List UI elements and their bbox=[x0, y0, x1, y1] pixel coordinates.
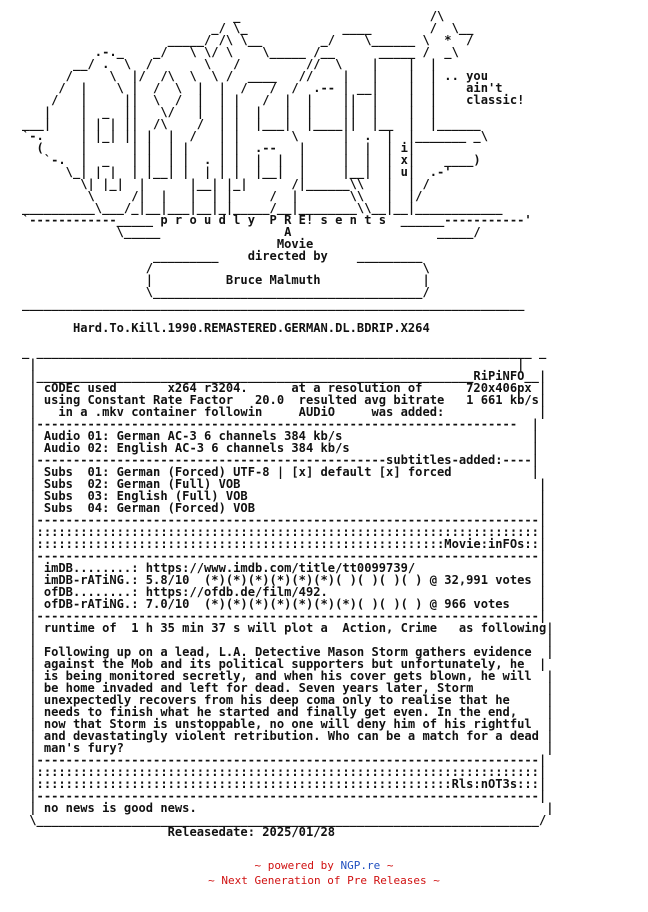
nfo-line: | | _ || \/ | | | | | | || | | | bbox=[22, 105, 438, 119]
nfo-line: | | bbox=[22, 357, 525, 371]
ngp-link[interactable]: NGP.re bbox=[340, 859, 381, 872]
nfo-line: |---------------------------------------------------------------------| bbox=[22, 789, 547, 803]
nfo-line: | now that Storm is unstoppable, no one will deny him of his rightful | bbox=[22, 717, 554, 731]
nfo-line: \| |_| | |__| |_| /|______\\ | | / bbox=[22, 177, 430, 191]
nfo-line: | against the Mob and its political supporters but unfortunately, he | bbox=[22, 657, 547, 671]
nfo-line: __________\___/_|__|___|__|_|_____/__|________\\__|__|____________ bbox=[22, 201, 503, 215]
nfo-line: | needs to finish what he started and finally get even. In the end, | bbox=[22, 705, 554, 719]
nfo-line: `-. | _ | | | | . | | | | | | | | x| ____) bbox=[22, 153, 481, 167]
nfo-line: | be home invaded and left for dead. Seven years later, Storm | bbox=[22, 681, 554, 695]
nfo-line: \_____________________________________/ bbox=[22, 285, 430, 299]
nfo-line: | is being monitored secretly, and when his cover gets blown, he will | bbox=[22, 669, 554, 683]
nfo-line: | imDB-rATiNG.: 5.8/10 (*)(*)(*)(*)(*)(*)( )( )( )( ) @ 32,991 votes | bbox=[22, 573, 547, 587]
nfo-line: |:::::::::::::::::::::::::::::::::::::::::::::::::::::::::::::::::::::| bbox=[22, 765, 547, 779]
nfo-line: | Subs 02: German (Full) VOB | bbox=[22, 477, 547, 491]
nfo-line: |____________________________________________________________RiPiNFO__| bbox=[22, 369, 547, 383]
nfo-line: | Audio 01: German AC-3 6 channels 384 kb/s | bbox=[22, 429, 539, 443]
nfo-line: | Audio 02: English AC-3 6 channels 384 kb/s | bbox=[22, 441, 539, 455]
nfo-line: _____/ /\ \__ _/ \______ \ * / bbox=[22, 33, 474, 47]
nfo-line: | unexpectedly recovers from his deep coma only to realise that he | bbox=[22, 693, 554, 707]
nfo-line: | ofDB........: https://ofdb.de/film/492. | bbox=[22, 585, 547, 599]
nfo-line: / | \ | / \ | | / / / .-- | __| | | ain't bbox=[22, 81, 503, 95]
nfo-line: |------------------------------------------------subtitles-added:----| bbox=[22, 453, 539, 467]
nfo-line: | man's fury? | bbox=[22, 741, 554, 755]
nfo-line: | Subs 01: German (Forced) UTF-8 | [x] default [x] forced | bbox=[22, 465, 539, 479]
nfo-line: |:::::::::::::::::::::::::::::::::::::::::::::::::::::::::::::::::::::| bbox=[22, 525, 547, 539]
nfo-line: |---------------------------------------------------------------------| bbox=[22, 609, 547, 623]
nfo-line: | using Constant Rate Factor 20.0 resulted avg bitrate 1 661 kb/s| bbox=[22, 393, 547, 407]
nfo-line: `-. | |_| || | | / | | \ | . | |_______ _\ bbox=[22, 129, 488, 143]
nfo-line: `------------_____ p r o u d l y P R E! s e n t s ______-----------' bbox=[22, 213, 532, 227]
nfo-line: | in a .mkv container followin AUDiO was added: | bbox=[22, 405, 547, 419]
nfo-line: |::::::::::::::::::::::::::::::::::::::::::::::::::::::::Movie:inFOs::| bbox=[22, 537, 547, 551]
nfo-line: | no news is good news. | bbox=[22, 801, 554, 815]
nfo-line: | Subs 04: German (Forced) VOB | bbox=[22, 501, 547, 515]
footer bbox=[0, 858, 648, 888]
nfo-line: \_____ A _____/ bbox=[22, 225, 481, 239]
nfo-line: | runtime of 1 h 35 min 37 s will plot a Action, Crime as following| bbox=[22, 621, 554, 635]
nfo-line: _ /\ bbox=[22, 9, 445, 23]
tagline: ~ Next Generation of Pre Releases ~ bbox=[208, 874, 440, 887]
nfo-line: |------------------------------------------------------------------ | bbox=[22, 417, 539, 431]
nfo-line: Hard.To.Kill.1990.REMASTERED.GERMAN.DL.BDRIP.X264 bbox=[22, 321, 430, 335]
nfo-line: | | bbox=[22, 633, 554, 647]
nfo-line: | imDB........: https://www.imdb.com/title/tt0099739/ | bbox=[22, 561, 547, 575]
nfo-line: |---------------------------------------------------------------------| bbox=[22, 513, 547, 527]
nfo-line: __/ . \ / \ / // \ | | | bbox=[22, 57, 445, 71]
nfo-line: _________ directed by _________ bbox=[22, 249, 423, 263]
nfo-line: \_____________________________________________________________________/ bbox=[22, 813, 547, 827]
nfo-line: | Subs 03: English (Full) VOB | bbox=[22, 489, 547, 503]
powered-by-line: ~ powered by NGP.re ~ bbox=[254, 859, 394, 872]
nfo-line: / \ |/ /\ \ \ / ____ // | | | | .. you bbox=[22, 69, 488, 83]
nfo-line: | Following up on a lead, L.A. Detective Mason Storm gathers evidence | bbox=[22, 645, 554, 659]
nfo-line: _/ \_ ____ / \__ bbox=[22, 21, 474, 35]
nfo-line: |---------------------------------------------------------------------| bbox=[22, 549, 547, 563]
nfo-line: | ofDB-rATiNG.: 7.0/10 (*)(*)(*)(*)(*)(*)(*)( )( )( ) @ 966 votes | bbox=[22, 597, 547, 611]
nfo-line: .-._ _/ \ \/ \ \_____ /__ _____ / _\ bbox=[22, 45, 459, 59]
nfo-line: |:::::::::::::::::::::::::::::::::::::::::::::::::::::::::Rls:nOT3s:::| bbox=[22, 777, 547, 791]
nfo-line: ( | | | | | | | .-- | | | | i| bbox=[22, 141, 474, 155]
nfo-line: ___| | | | || /\ / | | |___| |____|| |__ | |______ bbox=[22, 117, 481, 131]
nfo-line: _ ____________________________________________________________________ _ bbox=[22, 345, 547, 359]
nfo-line: _____________________________________________________________________ bbox=[22, 297, 525, 311]
nfo-line: / | || \ / | | | / | | || | | | classic! bbox=[22, 93, 525, 107]
nfo-line: |---------------------------------------------------------------------| bbox=[22, 753, 547, 767]
nfo-line: | and devastatingly violent retribution. Who can be a match for a dead | bbox=[22, 729, 554, 743]
nfo-line: \_| | | | |__| | | | | |__| | |__| | u| .-' bbox=[22, 165, 452, 179]
nfo-line: \ /| | | | | / | \\ | |/ bbox=[22, 189, 423, 203]
nfo-line: Movie bbox=[22, 237, 314, 251]
nfo-line: / \ bbox=[22, 261, 430, 275]
nfo-text-block bbox=[22, 10, 554, 838]
nfo-line: | cODEc used x264 r3204. at a resolution of 720x406px | bbox=[22, 381, 547, 395]
nfo-line: | Bruce Malmuth | bbox=[22, 273, 430, 287]
nfo-line: Releasedate: 2025/01/28 bbox=[22, 825, 336, 839]
